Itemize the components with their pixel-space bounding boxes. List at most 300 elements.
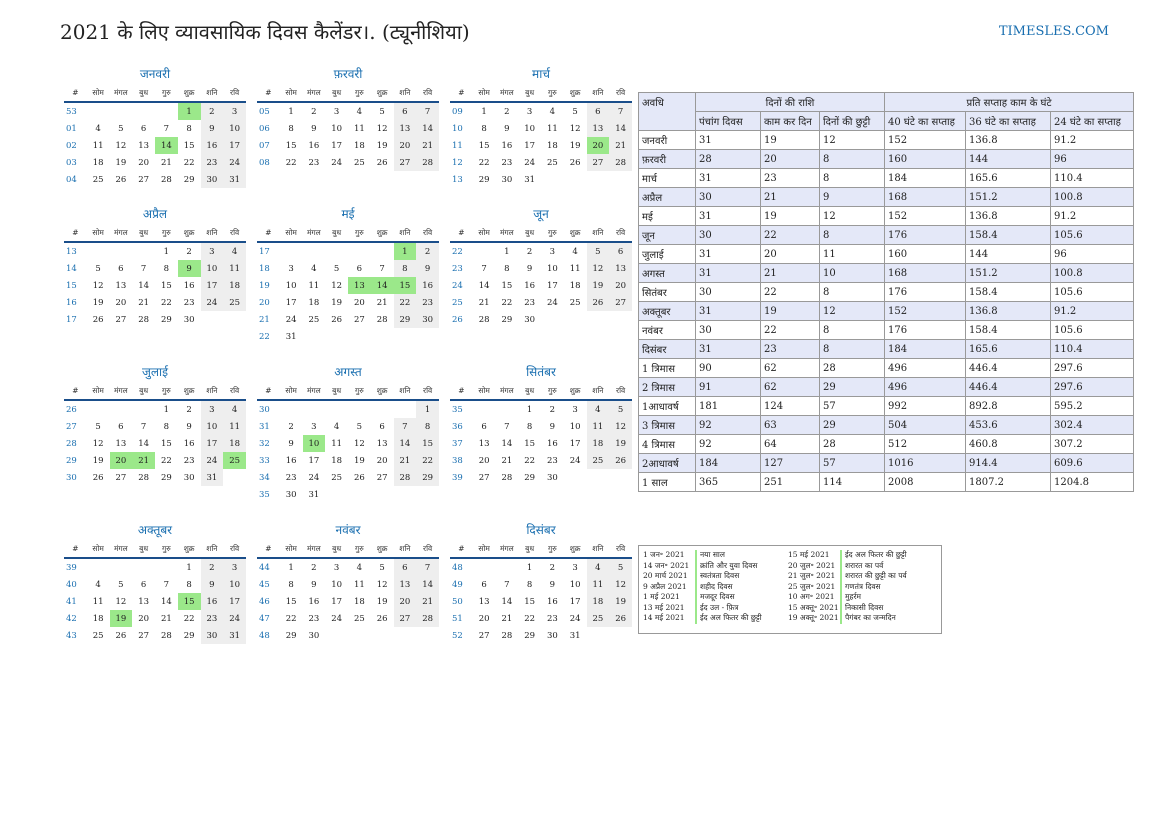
day-cell[interactable]: 6 — [118, 421, 124, 432]
day-cell[interactable]: 21 — [478, 297, 490, 308]
day-cell[interactable]: 19 — [569, 140, 581, 151]
day-cell[interactable]: 5 — [587, 242, 610, 260]
day-cell[interactable]: 23 — [308, 157, 320, 168]
site-link[interactable]: TIMESLES.COM — [998, 24, 1109, 39]
day-cell[interactable]: 1 — [178, 102, 201, 120]
day-cell[interactable]: 31 — [223, 627, 246, 644]
day-cell[interactable]: 3 — [333, 562, 340, 573]
day-cell[interactable]: 9 — [526, 263, 533, 274]
day-cell[interactable]: 9 — [416, 260, 439, 277]
day-cell[interactable]: 3 — [223, 102, 246, 120]
day-cell[interactable]: 26 — [92, 314, 104, 325]
day-cell[interactable]: 20 — [138, 157, 150, 168]
day-cell[interactable]: 21 — [138, 297, 150, 308]
day-cell[interactable]: 18 — [587, 435, 610, 452]
day-cell[interactable]: 28 — [501, 630, 513, 641]
day-cell[interactable]: 17 — [223, 593, 246, 610]
day-cell[interactable]: 27 — [587, 154, 610, 171]
day-cell[interactable]: 1 — [163, 404, 170, 415]
day-cell[interactable]: 26 — [92, 472, 104, 483]
day-cell[interactable]: 8 — [163, 421, 170, 432]
day-cell[interactable]: 17 — [524, 140, 536, 151]
day-cell[interactable]: 19 — [376, 596, 388, 607]
day-cell[interactable]: 24 — [201, 294, 224, 311]
day-cell[interactable]: 18 — [223, 277, 246, 294]
day-cell[interactable]: 22 — [524, 613, 536, 624]
day-cell[interactable]: 13 — [478, 438, 490, 449]
day-cell[interactable]: 16 — [308, 140, 320, 151]
day-cell[interactable]: 19 — [92, 297, 104, 308]
day-cell[interactable]: 15 — [160, 280, 172, 291]
day-cell[interactable]: 6 — [609, 242, 632, 260]
day-cell[interactable]: 13 — [376, 438, 388, 449]
day-cell[interactable]: 3 — [549, 246, 556, 257]
day-cell[interactable]: 5 — [95, 421, 101, 432]
day-cell[interactable]: 6 — [118, 263, 124, 274]
day-cell[interactable]: 1 — [481, 106, 487, 117]
day-cell[interactable]: 15 — [416, 435, 439, 452]
day-cell[interactable]: 25 — [353, 613, 365, 624]
day-cell[interactable]: 14 — [501, 438, 513, 449]
day-cell[interactable]: 7 — [416, 558, 439, 576]
day-cell[interactable]: 14 — [138, 438, 150, 449]
day-cell[interactable]: 4 — [95, 579, 101, 590]
day-cell[interactable]: 12 — [587, 260, 610, 277]
day-cell[interactable]: 27 — [609, 294, 632, 311]
day-cell[interactable]: 26 — [569, 157, 581, 168]
day-cell[interactable]: 14 — [394, 435, 417, 452]
day-cell[interactable]: 16 — [416, 277, 439, 294]
day-cell[interactable]: 4 — [356, 106, 363, 117]
day-cell[interactable]: 12 — [115, 140, 127, 151]
day-cell[interactable]: 6 — [481, 421, 487, 432]
day-cell[interactable]: 29 — [285, 630, 297, 641]
day-cell[interactable]: 9 — [549, 579, 556, 590]
day-cell[interactable]: 4 — [356, 562, 363, 573]
day-cell[interactable]: 24 — [569, 613, 581, 624]
day-cell[interactable]: 6 — [587, 102, 610, 120]
day-cell[interactable]: 30 — [546, 472, 558, 483]
day-cell[interactable]: 23 — [183, 297, 195, 308]
day-cell[interactable]: 15 — [285, 140, 297, 151]
day-cell[interactable]: 13 — [609, 260, 632, 277]
day-cell[interactable]: 21 — [132, 452, 155, 469]
day-cell[interactable]: 7 — [609, 102, 632, 120]
day-cell[interactable]: 4 — [333, 421, 340, 432]
day-cell[interactable]: 11 — [353, 579, 365, 590]
day-cell[interactable]: 7 — [394, 418, 417, 435]
day-cell[interactable]: 3 — [311, 421, 317, 432]
day-cell[interactable]: 24 — [201, 452, 224, 469]
day-cell[interactable]: 4 — [223, 242, 246, 260]
day-cell[interactable]: 30 — [524, 314, 536, 325]
day-cell[interactable]: 25 — [587, 610, 610, 627]
day-cell[interactable]: 20 — [376, 455, 388, 466]
day-cell[interactable]: 4 — [587, 400, 610, 418]
day-cell[interactable]: 7 — [481, 263, 487, 274]
day-cell[interactable]: 31 — [569, 630, 581, 641]
day-cell[interactable]: 6 — [140, 123, 147, 134]
day-cell[interactable]: 14 — [416, 576, 439, 593]
day-cell[interactable]: 15 — [160, 438, 172, 449]
day-cell[interactable]: 26 — [609, 610, 632, 627]
day-cell[interactable]: 9 — [288, 438, 294, 449]
day-cell[interactable]: 5 — [379, 106, 385, 117]
day-cell[interactable]: 11 — [546, 123, 558, 134]
day-cell[interactable]: 16 — [285, 455, 297, 466]
day-cell[interactable]: 25 — [353, 157, 365, 168]
day-cell[interactable]: 13 — [138, 596, 150, 607]
day-cell[interactable]: 5 — [379, 562, 385, 573]
day-cell[interactable]: 21 — [416, 593, 439, 610]
day-cell[interactable]: 21 — [376, 297, 388, 308]
day-cell[interactable]: 21 — [416, 137, 439, 154]
day-cell[interactable]: 12 — [376, 123, 388, 134]
day-cell[interactable]: 12 — [92, 438, 104, 449]
day-cell[interactable]: 21 — [160, 613, 172, 624]
day-cell[interactable]: 22 — [285, 613, 297, 624]
day-cell[interactable]: 31 — [201, 469, 224, 486]
day-cell[interactable]: 30 — [183, 472, 195, 483]
day-cell[interactable]: 2 — [549, 404, 556, 415]
day-cell[interactable]: 30 — [416, 311, 439, 328]
day-cell[interactable]: 31 — [285, 331, 297, 342]
day-cell[interactable]: 10 — [546, 263, 558, 274]
day-cell[interactable]: 3 — [572, 404, 578, 415]
day-cell[interactable]: 18 — [569, 280, 581, 291]
day-cell[interactable]: 29 — [183, 174, 195, 185]
day-cell[interactable]: 24 — [569, 455, 581, 466]
day-cell[interactable]: 8 — [526, 421, 533, 432]
day-cell[interactable]: 4 — [95, 123, 101, 134]
day-cell[interactable]: 29 — [524, 472, 536, 483]
day-cell[interactable]: 6 — [379, 421, 385, 432]
day-cell[interactable]: 1 — [526, 404, 533, 415]
day-cell[interactable]: 10 — [303, 435, 326, 452]
day-cell[interactable]: 10 — [223, 120, 246, 137]
day-cell[interactable]: 22 — [416, 452, 439, 469]
day-cell[interactable]: 16 — [546, 596, 558, 607]
day-cell[interactable]: 10 — [569, 579, 581, 590]
day-cell[interactable]: 10 — [201, 260, 224, 277]
day-cell[interactable]: 19 — [376, 140, 388, 151]
day-cell[interactable]: 14 — [371, 277, 394, 294]
day-cell[interactable]: 13 — [138, 140, 150, 151]
day-cell[interactable]: 26 — [376, 613, 388, 624]
day-cell[interactable]: 11 — [331, 438, 343, 449]
day-cell[interactable]: 15 — [178, 593, 201, 610]
day-cell[interactable]: 10 — [569, 421, 581, 432]
day-cell[interactable]: 5 — [95, 263, 101, 274]
day-cell[interactable]: 22 — [183, 613, 195, 624]
day-cell[interactable]: 29 — [160, 314, 172, 325]
day-cell[interactable]: 8 — [481, 123, 487, 134]
day-cell[interactable]: 30 — [501, 174, 513, 185]
day-cell[interactable]: 16 — [524, 280, 536, 291]
day-cell[interactable]: 7 — [140, 263, 147, 274]
day-cell[interactable]: 30 — [201, 171, 224, 188]
day-cell[interactable]: 30 — [183, 314, 195, 325]
day-cell[interactable]: 7 — [504, 421, 510, 432]
day-cell[interactable]: 20 — [478, 613, 490, 624]
day-cell[interactable]: 1 — [163, 246, 170, 257]
day-cell[interactable]: 27 — [115, 314, 127, 325]
day-cell[interactable]: 28 — [160, 174, 172, 185]
day-cell[interactable]: 16 — [501, 140, 513, 151]
day-cell[interactable]: 23 — [201, 610, 224, 627]
day-cell[interactable]: 18 — [92, 613, 104, 624]
day-cell[interactable]: 15 — [501, 280, 513, 291]
day-cell[interactable]: 12 — [609, 418, 632, 435]
day-cell[interactable]: 23 — [546, 613, 558, 624]
day-cell[interactable]: 20 — [587, 137, 610, 154]
day-cell[interactable]: 16 — [201, 593, 224, 610]
day-cell[interactable]: 2 — [549, 562, 556, 573]
day-cell[interactable]: 7 — [504, 579, 510, 590]
day-cell[interactable]: 20 — [115, 297, 127, 308]
day-cell[interactable]: 20 — [138, 613, 150, 624]
day-cell[interactable]: 1 — [394, 242, 417, 260]
day-cell[interactable]: 17 — [285, 297, 297, 308]
day-cell[interactable]: 9 — [549, 421, 556, 432]
day-cell[interactable]: 24 — [285, 314, 297, 325]
day-cell[interactable]: 13 — [587, 120, 610, 137]
day-cell[interactable]: 17 — [201, 277, 224, 294]
day-cell[interactable]: 4 — [572, 246, 578, 257]
day-cell[interactable]: 29 — [416, 469, 439, 486]
day-cell[interactable]: 24 — [308, 472, 320, 483]
day-cell[interactable]: 19 — [353, 455, 365, 466]
day-cell[interactable]: 16 — [183, 280, 195, 291]
day-cell[interactable]: 18 — [587, 593, 610, 610]
day-cell[interactable]: 3 — [201, 400, 224, 418]
day-cell[interactable]: 16 — [546, 438, 558, 449]
day-cell[interactable]: 22 — [501, 297, 513, 308]
day-cell[interactable]: 10 — [223, 576, 246, 593]
day-cell[interactable]: 12 — [353, 438, 365, 449]
day-cell[interactable]: 28 — [138, 472, 150, 483]
day-cell[interactable]: 16 — [201, 137, 224, 154]
day-cell[interactable]: 28 — [138, 314, 150, 325]
day-cell[interactable]: 19 — [110, 610, 133, 627]
day-cell[interactable]: 23 — [285, 472, 297, 483]
day-cell[interactable]: 11 — [92, 596, 104, 607]
day-cell[interactable]: 9 — [504, 123, 510, 134]
day-cell[interactable]: 11 — [587, 418, 610, 435]
day-cell[interactable]: 28 — [478, 314, 490, 325]
day-cell[interactable]: 20 — [394, 593, 417, 610]
day-cell[interactable]: 16 — [308, 596, 320, 607]
day-cell[interactable]: 3 — [288, 263, 294, 274]
day-cell[interactable]: 2 — [416, 242, 439, 260]
day-cell[interactable]: 27 — [394, 154, 417, 171]
day-cell[interactable]: 29 — [183, 630, 195, 641]
day-cell[interactable]: 15 — [183, 140, 195, 151]
day-cell[interactable]: 25 — [331, 472, 343, 483]
day-cell[interactable]: 12 — [115, 596, 127, 607]
day-cell[interactable]: 18 — [331, 455, 343, 466]
day-cell[interactable]: 28 — [501, 472, 513, 483]
day-cell[interactable]: 22 — [183, 157, 195, 168]
day-cell[interactable]: 14 — [138, 280, 150, 291]
day-cell[interactable]: 6 — [140, 579, 147, 590]
day-cell[interactable]: 12 — [92, 280, 104, 291]
day-cell[interactable]: 10 — [331, 579, 343, 590]
day-cell[interactable]: 23 — [308, 613, 320, 624]
day-cell[interactable]: 2 — [504, 106, 510, 117]
day-cell[interactable]: 9 — [178, 260, 201, 277]
day-cell[interactable]: 5 — [333, 263, 340, 274]
day-cell[interactable]: 24 — [331, 157, 343, 168]
day-cell[interactable]: 3 — [223, 558, 246, 576]
day-cell[interactable]: 8 — [163, 263, 170, 274]
day-cell[interactable]: 21 — [501, 613, 513, 624]
day-cell[interactable]: 21 — [501, 455, 513, 466]
day-cell[interactable]: 24 — [223, 154, 246, 171]
day-cell[interactable]: 9 — [311, 579, 317, 590]
day-cell[interactable]: 12 — [609, 576, 632, 593]
day-cell[interactable]: 10 — [524, 123, 536, 134]
day-cell[interactable]: 25 — [223, 294, 246, 311]
day-cell[interactable]: 11 — [92, 140, 104, 151]
day-cell[interactable]: 18 — [223, 435, 246, 452]
day-cell[interactable]: 29 — [524, 630, 536, 641]
day-cell[interactable]: 10 — [331, 123, 343, 134]
day-cell[interactable]: 25 — [308, 314, 320, 325]
day-cell[interactable]: 31 — [223, 171, 246, 188]
day-cell[interactable]: 19 — [92, 455, 104, 466]
day-cell[interactable]: 4 — [549, 106, 556, 117]
day-cell[interactable]: 20 — [353, 297, 365, 308]
day-cell[interactable]: 20 — [394, 137, 417, 154]
day-cell[interactable]: 17 — [331, 596, 343, 607]
day-cell[interactable]: 18 — [353, 596, 365, 607]
day-cell[interactable]: 19 — [609, 435, 632, 452]
day-cell[interactable]: 5 — [609, 558, 632, 576]
day-cell[interactable]: 1 — [288, 106, 294, 117]
day-cell[interactable]: 31 — [308, 489, 320, 500]
day-cell[interactable]: 18 — [546, 140, 558, 151]
day-cell[interactable]: 1 — [186, 562, 192, 573]
day-cell[interactable]: 27 — [138, 174, 150, 185]
day-cell[interactable]: 22 — [394, 294, 417, 311]
day-cell[interactable]: 30 — [285, 489, 297, 500]
day-cell[interactable]: 24 — [546, 297, 558, 308]
day-cell[interactable]: 24 — [524, 157, 536, 168]
day-cell[interactable]: 8 — [186, 579, 192, 590]
day-cell[interactable]: 20 — [609, 277, 632, 294]
day-cell[interactable]: 4 — [223, 400, 246, 418]
day-cell[interactable]: 5 — [118, 579, 124, 590]
day-cell[interactable]: 28 — [376, 314, 388, 325]
day-cell[interactable]: 8 — [526, 579, 533, 590]
day-cell[interactable]: 3 — [333, 106, 340, 117]
day-cell[interactable]: 8 — [288, 579, 294, 590]
day-cell[interactable]: 7 — [379, 263, 385, 274]
day-cell[interactable]: 22 — [478, 157, 490, 168]
day-cell[interactable]: 14 — [160, 596, 172, 607]
day-cell[interactable]: 19 — [609, 593, 632, 610]
day-cell[interactable]: 6 — [394, 558, 417, 576]
day-cell[interactable]: 14 — [501, 596, 513, 607]
day-cell[interactable]: 14 — [478, 280, 490, 291]
day-cell[interactable]: 17 — [569, 438, 581, 449]
day-cell[interactable]: 2 — [201, 102, 224, 120]
day-cell[interactable]: 28 — [609, 154, 632, 171]
day-cell[interactable]: 13 — [115, 438, 127, 449]
day-cell[interactable]: 1 — [526, 562, 533, 573]
day-cell[interactable]: 13 — [115, 280, 127, 291]
day-cell[interactable]: 6 — [481, 579, 487, 590]
day-cell[interactable]: 15 — [524, 596, 536, 607]
day-cell[interactable]: 1 — [416, 400, 439, 418]
day-cell[interactable]: 22 — [285, 157, 297, 168]
day-cell[interactable]: 14 — [609, 120, 632, 137]
day-cell[interactable]: 15 — [394, 277, 417, 294]
day-cell[interactable]: 17 — [331, 140, 343, 151]
day-cell[interactable]: 20 — [110, 452, 133, 469]
day-cell[interactable]: 12 — [376, 579, 388, 590]
day-cell[interactable]: 11 — [353, 123, 365, 134]
day-cell[interactable]: 26 — [353, 472, 365, 483]
day-cell[interactable]: 27 — [115, 472, 127, 483]
day-cell[interactable]: 24 — [331, 613, 343, 624]
day-cell[interactable]: 2 — [526, 246, 533, 257]
day-cell[interactable]: 11 — [223, 260, 246, 277]
day-cell[interactable]: 26 — [115, 630, 127, 641]
day-cell[interactable]: 10 — [285, 280, 297, 291]
day-cell[interactable]: 13 — [478, 596, 490, 607]
day-cell[interactable]: 30 — [201, 627, 224, 644]
day-cell[interactable]: 15 — [524, 438, 536, 449]
day-cell[interactable]: 6 — [356, 263, 363, 274]
day-cell[interactable]: 29 — [160, 472, 172, 483]
day-cell[interactable]: 28 — [416, 154, 439, 171]
day-cell[interactable]: 2 — [311, 106, 317, 117]
day-cell[interactable]: 27 — [376, 472, 388, 483]
day-cell[interactable]: 30 — [308, 630, 320, 641]
day-cell[interactable]: 16 — [183, 438, 195, 449]
day-cell[interactable]: 21 — [394, 452, 417, 469]
day-cell[interactable]: 9 — [311, 123, 317, 134]
day-cell[interactable]: 25 — [569, 297, 581, 308]
day-cell[interactable]: 8 — [416, 418, 439, 435]
day-cell[interactable]: 19 — [331, 297, 343, 308]
day-cell[interactable]: 1 — [288, 562, 294, 573]
day-cell[interactable]: 27 — [138, 630, 150, 641]
day-cell[interactable]: 10 — [201, 418, 224, 435]
day-cell[interactable]: 15 — [285, 596, 297, 607]
day-cell[interactable]: 18 — [92, 157, 104, 168]
day-cell[interactable]: 5 — [572, 106, 578, 117]
day-cell[interactable]: 29 — [394, 311, 417, 328]
day-cell[interactable]: 25 — [223, 452, 246, 469]
day-cell[interactable]: 12 — [569, 123, 581, 134]
day-cell[interactable]: 28 — [394, 469, 417, 486]
day-cell[interactable]: 8 — [504, 263, 510, 274]
day-cell[interactable]: 17 — [308, 455, 320, 466]
day-cell[interactable]: 27 — [478, 630, 490, 641]
day-cell[interactable]: 22 — [160, 455, 172, 466]
day-cell[interactable]: 11 — [569, 263, 581, 274]
day-cell[interactable]: 14 — [155, 137, 178, 154]
day-cell[interactable]: 8 — [394, 260, 417, 277]
day-cell[interactable]: 11 — [308, 280, 320, 291]
day-cell[interactable]: 9 — [186, 421, 192, 432]
day-cell[interactable]: 9 — [201, 576, 224, 593]
day-cell[interactable]: 18 — [308, 297, 320, 308]
day-cell[interactable]: 27 — [394, 610, 417, 627]
